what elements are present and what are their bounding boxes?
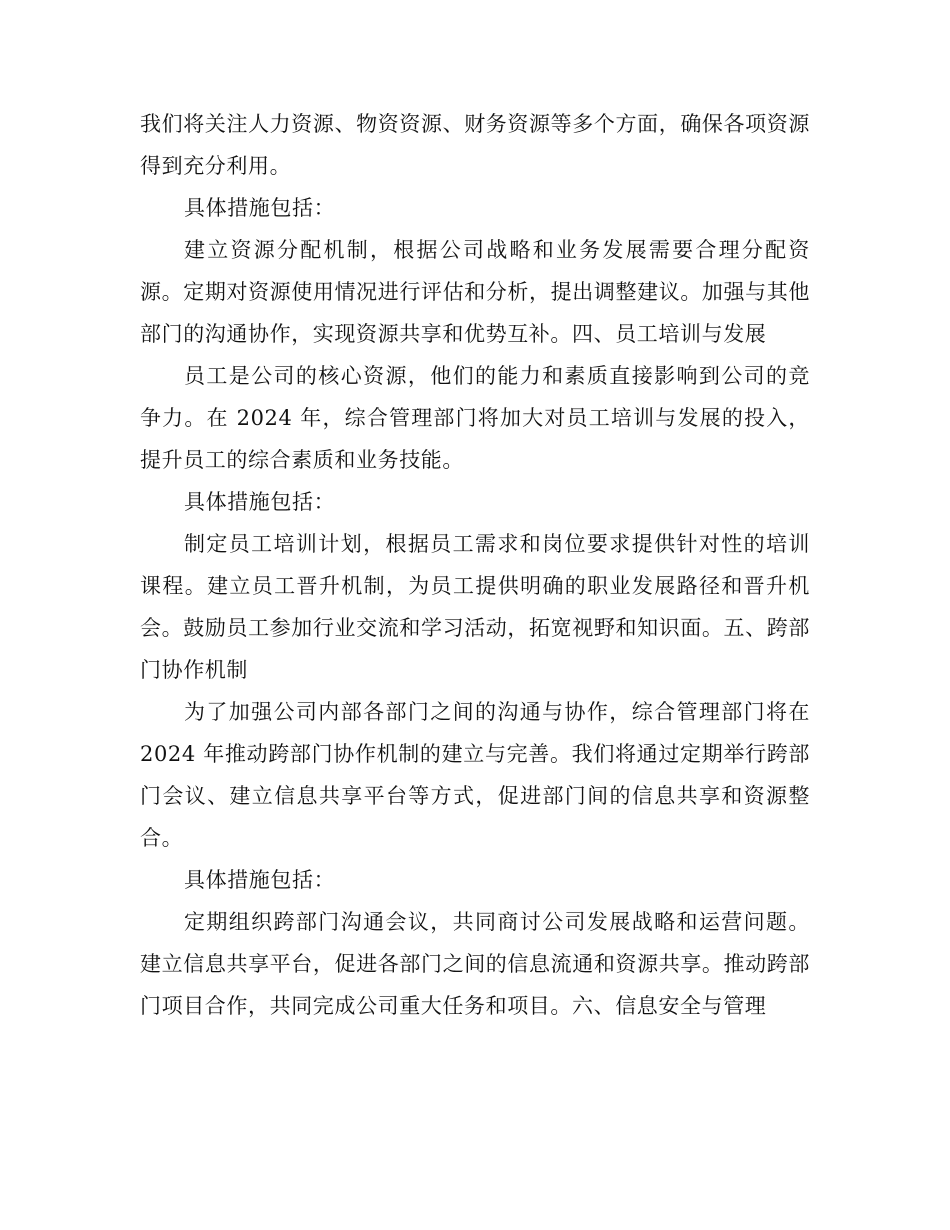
paragraph-7: 为了加强公司内部各部门之间的沟通与协作，综合管理部门将在 2024 年推动跨部门协作机制的建立与完善。我们将通过定期举行跨部门会议、建立信息共享平台等方式，促进部门间的信息共享和资源整合。: [140, 700, 810, 850]
paragraph-5: 具体措施包括：: [184, 490, 336, 514]
document-body: [140, 103, 810, 1027]
paragraph-6: 制定员工培训计划，根据员工需求和岗位要求提供针对性的培训课程。建立员工晋升机制，为员工提供明确的职业发展路径和晋升机会。鼓励员工参加行业交流和学习活动，拓宽视野和知识面。五、跨部门协作机制: [140, 532, 810, 682]
paragraph-3: 建立资源分配机制，根据公司战略和业务发展需要合理分配资源。定期对资源使用情况进行评估和分析，提出调整建议。加强与其他部门的沟通协作，实现资源共享和优势互补。四、员工培训与发展: [140, 238, 810, 346]
paragraph-2: 具体措施包括：: [184, 196, 336, 220]
paragraph-1: 我们将关注人力资源、物资资源、财务资源等多个方面，确保各项资源得到充分利用。: [140, 112, 810, 178]
paragraph-9: 定期组织跨部门沟通会议，共同商讨公司发展战略和运营问题。建立信息共享平台，促进各部门之间的信息流通和资源共享。推动跨部门项目合作，共同完成公司重大任务和项目。六、信息安全与管理: [140, 910, 810, 1018]
paragraph-8: 具体措施包括：: [184, 868, 336, 892]
paragraph-4: 员工是公司的核心资源，他们的能力和素质直接影响到公司的竞争力。在 2024 年，综合管理部门将加大对员工培训与发展的投入，提升员工的综合素质和业务技能。: [140, 364, 810, 472]
